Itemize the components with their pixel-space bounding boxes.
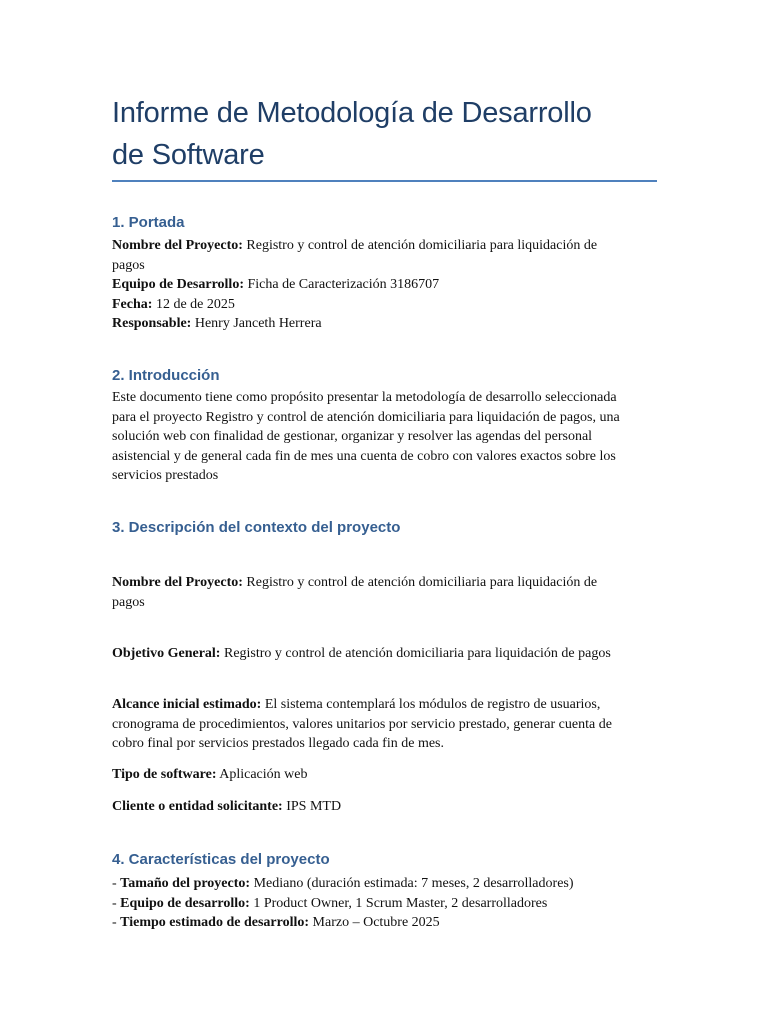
contexto-proyecto-block: [112, 573, 657, 612]
list-item-bullet: -: [112, 876, 121, 891]
contexto-cliente-line: [112, 797, 657, 817]
contexto-cliente-value: IPS MTD: [282, 799, 342, 814]
contexto-objetivo-block: [112, 644, 657, 664]
contexto-proyecto-value: Registro y control de atención domiciliaria para liquidación de: [242, 575, 598, 590]
document-title-line-2: de Software: [112, 139, 265, 171]
portada-fecha-label: Fecha:: [112, 296, 153, 312]
list-item-value: Mediano (duración estimada: 7 meses, 2 desarrolladores): [250, 876, 574, 891]
portada-responsable-value: Henry Janceth Herrera: [191, 316, 322, 331]
section-heading-caracteristicas: 4. Características del proyecto: [112, 851, 330, 868]
list-item-bullet: -: [112, 895, 121, 911]
contexto-alcance-label: Alcance inicial estimado:: [112, 697, 262, 712]
contexto-tipo-label: Tipo de software:: [112, 767, 217, 782]
contexto-alcance-line: [112, 695, 657, 715]
list-item-bullet: -: [112, 915, 121, 930]
introduccion-line: asistencial y de general cada fin de mes una cuenta de cobro con valores exactos sobre los: [112, 448, 616, 464]
contexto-cliente-label: Cliente o entidad solicitante:: [112, 799, 283, 814]
list-item-label: Tiempo estimado de desarrollo:: [120, 915, 310, 930]
contexto-cliente-block: [112, 797, 657, 817]
list-item-label: Equipo de desarrollo:: [120, 895, 250, 911]
document-title-line-1: Informe de Metodología de Desarrollo: [112, 97, 592, 129]
contexto-proyecto-label: Nombre del Proyecto:: [112, 575, 243, 590]
portada-proyecto-value: Registro y control de atención domiciliaria para liquidación de: [242, 238, 598, 253]
list-item-label: Tamaño del proyecto:: [120, 876, 251, 891]
contexto-objetivo-line: [112, 644, 657, 664]
introduccion-line: para el proyecto Registro y control de atención domiciliaria para liquidación de pagos, una: [112, 409, 620, 425]
contexto-objetivo-label: Objetivo General:: [112, 646, 221, 661]
list-item: [112, 913, 657, 933]
contexto-objetivo-value: Registro y control de atención domiciliaria para liquidación de pagos: [220, 646, 611, 661]
contexto-tipo-block: [112, 765, 657, 785]
contexto-proyecto-line: [112, 573, 657, 593]
section-heading-portada: 1. Portada: [112, 214, 185, 231]
portada-fecha-value: 12 de de 2025: [152, 296, 235, 312]
list-item: [112, 874, 657, 894]
contexto-tipo-line: [112, 765, 657, 785]
portada-equipo-value: Ficha de Caracterización 3186707: [243, 277, 440, 292]
portada-block: [112, 236, 657, 334]
contexto-tipo-value: Aplicación web: [216, 767, 308, 782]
list-item: [112, 894, 657, 914]
caracteristicas-list: [112, 874, 657, 933]
contexto-alcance-cont: cobro final por servicios prestados llegado cada fin de mes.: [112, 736, 445, 751]
contexto-alcance-cont: cronograma de procedimientos, valores unitarios por servicio prestado, generar cuenta de: [112, 716, 612, 732]
portada-equipo-label: Equipo de Desarrollo:: [112, 277, 244, 292]
introduccion-line: solución web con finalidad de gestionar, organizar y resolver las agendas del personal: [112, 429, 593, 444]
portada-fecha-line: [112, 295, 657, 315]
portada-equipo-line: [112, 275, 657, 295]
list-item-value: 1 Product Owner, 1 Scrum Master, 2 desarrolladores: [249, 895, 548, 911]
introduccion-paragraph: [112, 388, 657, 486]
portada-responsable-line: [112, 314, 657, 334]
portada-responsable-label: Responsable:: [112, 316, 192, 331]
portada-proyecto-value-cont: pagos: [112, 257, 145, 273]
section-heading-introduccion: 2. Introducción: [112, 367, 220, 384]
introduccion-line: Este documento tiene como propósito presentar la metodología de desarrollo seleccionada: [112, 390, 617, 405]
portada-proyecto-line: [112, 236, 657, 256]
portada-proyecto-label: Nombre del Proyecto:: [112, 238, 243, 253]
title-divider: [112, 180, 657, 182]
contexto-alcance-value: El sistema contemplará los módulos de registro de usuarios,: [261, 697, 601, 712]
contexto-proyecto-value-cont: pagos: [112, 594, 145, 610]
introduccion-line: servicios prestados: [112, 468, 219, 483]
section-heading-contexto: 3. Descripción del contexto del proyecto: [112, 519, 401, 536]
document-title: [112, 92, 657, 176]
contexto-alcance-block: [112, 695, 657, 754]
list-item-value: Marzo – Octubre 2025: [309, 915, 440, 930]
